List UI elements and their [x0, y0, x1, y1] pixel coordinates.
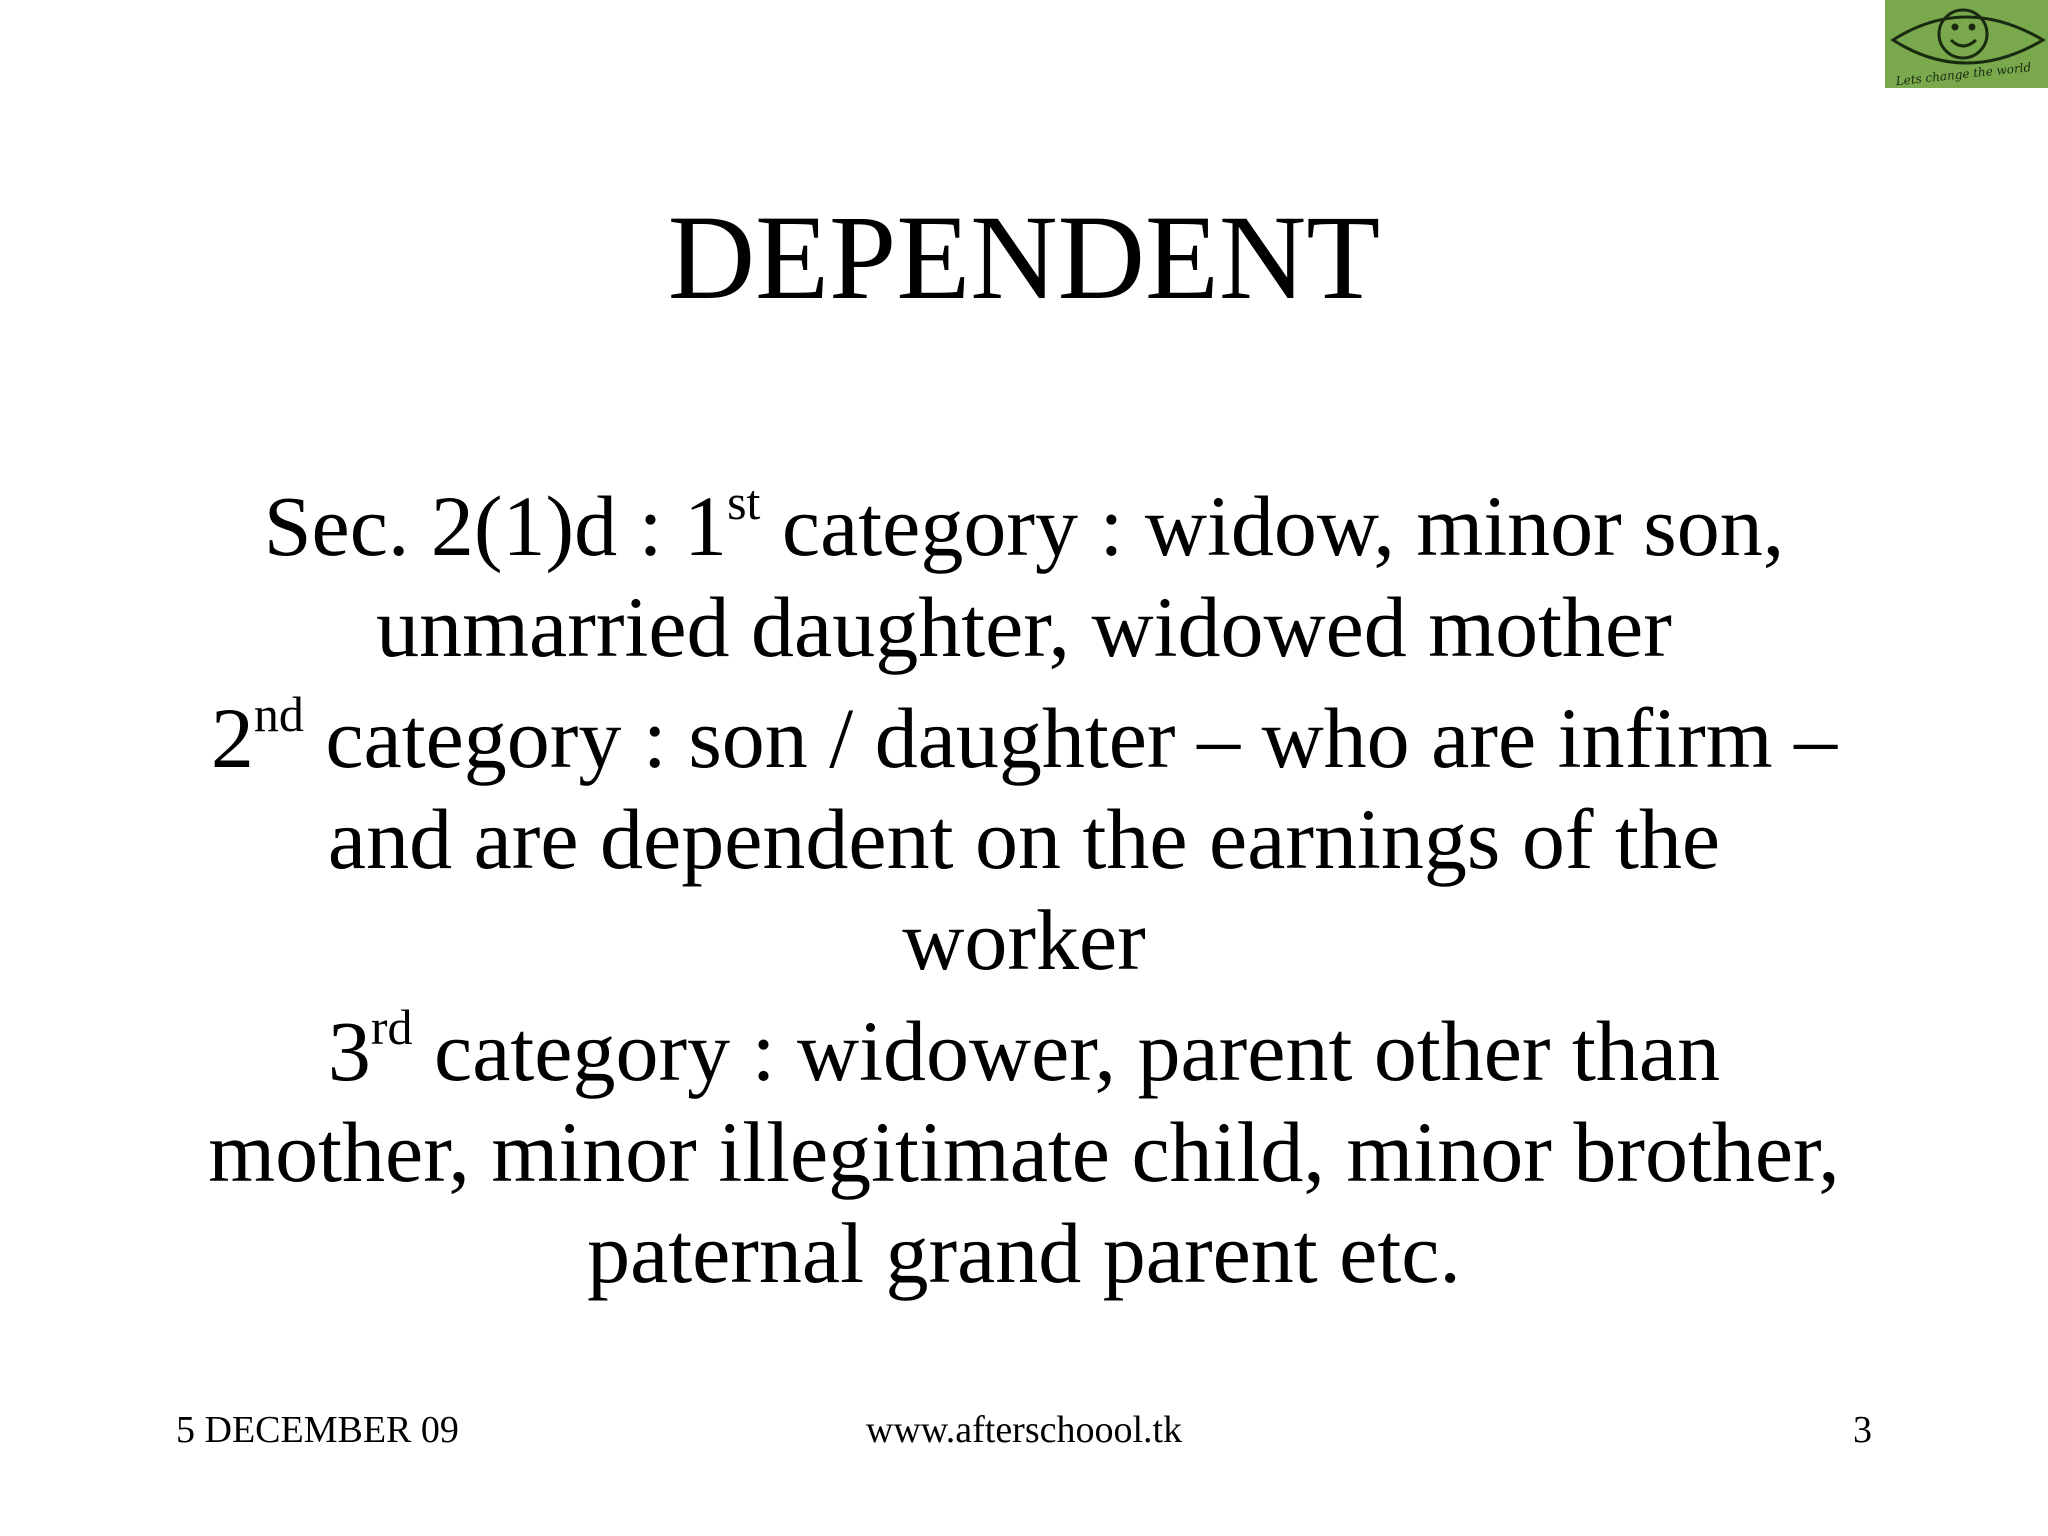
category-2-line-1 [100, 688, 1948, 789]
category-3-lead: 3 [327, 1003, 371, 1099]
footer-url: www.afterschoool.tk [865, 1409, 1183, 1451]
category-2-line-2: and are dependent on the earnings of the [327, 791, 1721, 887]
category-3 [100, 1001, 1948, 1304]
category-2-line-3: worker [902, 892, 1146, 988]
category-1 [100, 476, 1948, 678]
category-3-line-2: mother, minor illegitimate child, minor brother, [208, 1104, 1840, 1200]
smiley-eye-logo-icon [1885, 0, 2048, 88]
category-3-text: category : widower, parent other than [412, 1003, 1721, 1099]
category-1-lead: Sec. 2(1)d : 1 [263, 478, 728, 574]
category-1-line-1 [100, 476, 1948, 577]
category-2 [100, 688, 1948, 991]
category-2-lead: 2 [210, 690, 254, 786]
category-2-text: category : son / daughter – who are infirm – [303, 690, 1838, 786]
category-3-line-1 [100, 1001, 1948, 1102]
category-3-ordinal: rd [370, 999, 413, 1055]
footer-date: 5 DECEMBER 09 [176, 1409, 459, 1451]
page-number: 3 [1853, 1409, 1872, 1451]
slide-title: DEPENDENT [667, 191, 1381, 325]
logo [1885, 0, 2048, 88]
slide-body [100, 476, 1948, 1304]
category-2-ordinal: nd [253, 686, 304, 742]
category-1-ordinal: st [727, 474, 761, 530]
category-1-line-2: unmarried daughter, widowed mother [376, 579, 1672, 675]
category-1-text: category : widow, minor son, [760, 478, 1785, 574]
logo-caption: Lets change the world [1895, 60, 2032, 88]
category-3-line-3: paternal grand parent etc. [587, 1205, 1461, 1301]
